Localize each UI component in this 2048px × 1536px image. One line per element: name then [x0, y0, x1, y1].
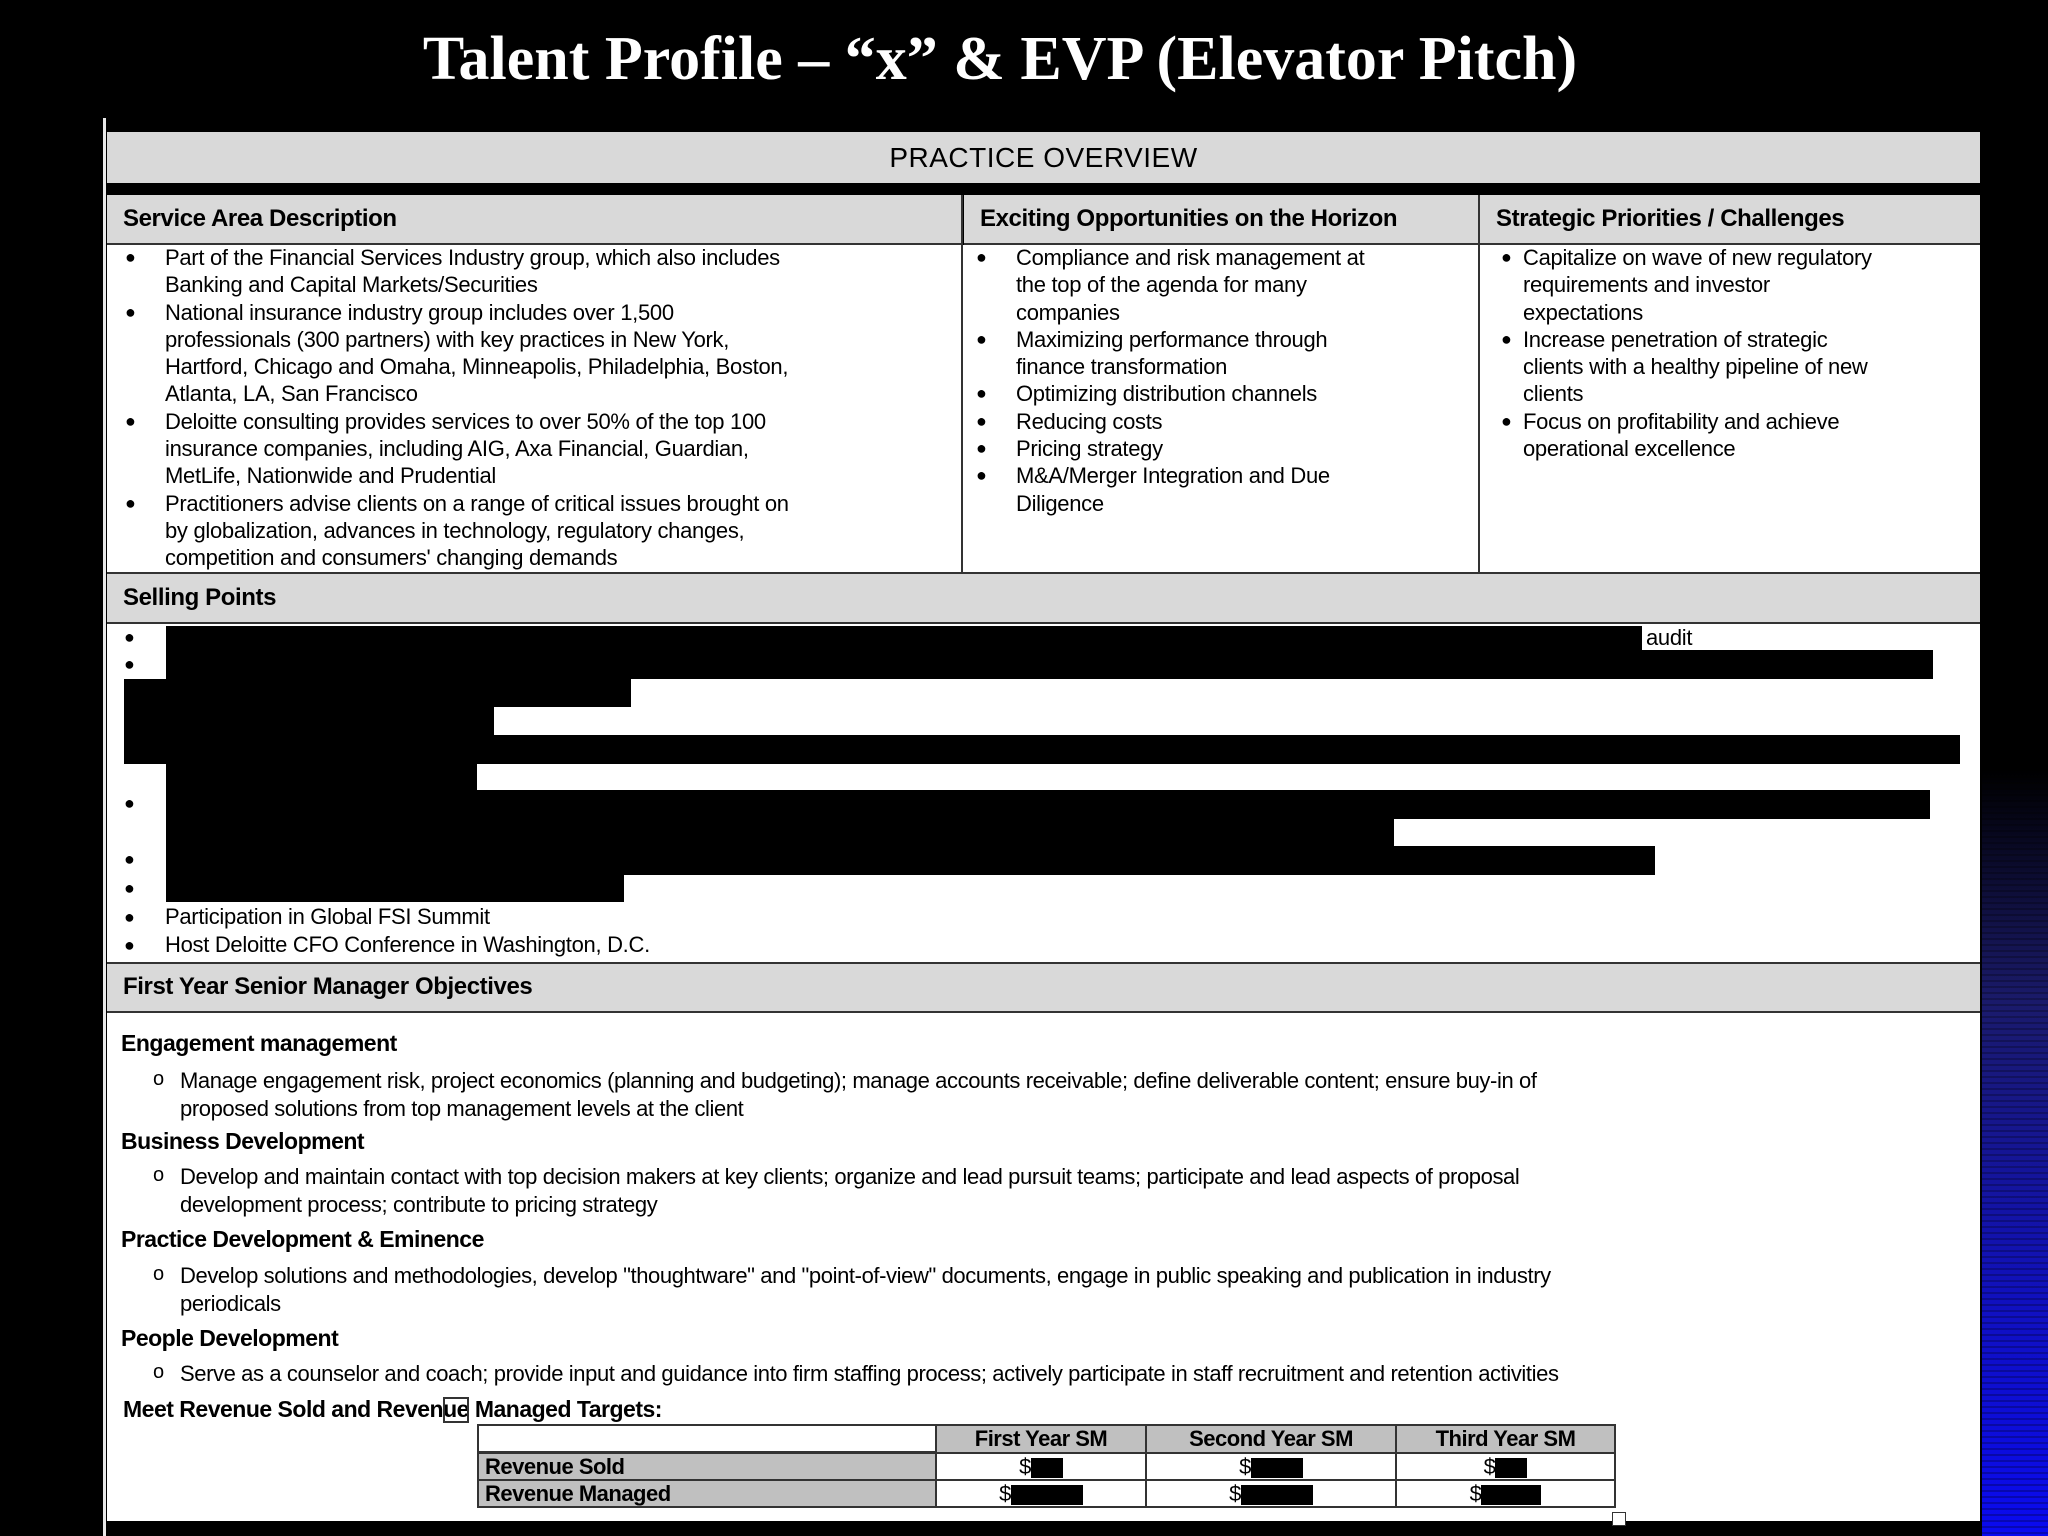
redaction-block — [1481, 1485, 1541, 1505]
service-area-list — [125, 244, 955, 572]
list-item: ● Pricing strategy — [976, 436, 1163, 462]
bullet-icon: ● — [1501, 410, 1512, 431]
objective-text: Serve as a counselor and coach; provide input and guidance into firm staffing process; actively participate in staff recruitment and retention activities — [180, 1361, 1559, 1386]
table-row — [478, 1453, 1615, 1481]
row-label: Revenue Sold — [478, 1453, 936, 1481]
objective-heading: Business Development — [121, 1128, 365, 1154]
bullet-icon: ● — [124, 907, 135, 927]
bullet-icon: ● — [125, 247, 136, 267]
priorities-list — [1501, 244, 1978, 462]
redaction-block — [1011, 1485, 1083, 1505]
objective-heading: People Development — [121, 1325, 339, 1351]
table-row — [478, 1480, 1615, 1507]
list-item: ● Practitioners advise clients on a range of critical issues brought on by globalization, advances in technology, regulatory changes, competition and consumers' changing demands — [125, 490, 789, 571]
resize-handle[interactable] — [1612, 1512, 1626, 1526]
list-item: ● Optimizing distribution channels — [976, 381, 1317, 407]
redaction-block — [124, 735, 1960, 764]
objective-text: Develop solutions and methodologies, develop "thoughtware" and "point-of-view" documents, engage in public speaking and publication in industry periodicals — [180, 1263, 1551, 1316]
bullet-icon: ● — [124, 793, 135, 813]
table-header-row — [478, 1425, 1615, 1453]
list-item: ● Deloitte consulting provides services to over 50% of the top 100 insurance companies, including AIG, Axa Financial, Guardian, MetLife, Nationwide and Prudential — [125, 408, 766, 489]
bullet-icon: ● — [124, 935, 135, 955]
selling-points-header: Selling Points — [107, 572, 1980, 624]
revenue-targets-table — [477, 1424, 1616, 1508]
circle-bullet-icon: o — [153, 1263, 165, 1285]
objectives-header: First Year Senior Manager Objectives — [107, 964, 1980, 1013]
column-divider — [961, 195, 963, 572]
list-item: ● M&A/Merger Integration and Due Diligence — [976, 463, 1330, 516]
bullet-icon: ● — [976, 247, 987, 267]
column-header: First Year SM — [936, 1425, 1146, 1453]
redaction-block — [1031, 1458, 1063, 1478]
list-item: ● Maximizing performance through finance transformation — [976, 326, 1328, 380]
redaction-block — [166, 790, 1930, 819]
redaction-block — [124, 679, 631, 707]
value-cell: $ — [936, 1480, 1146, 1507]
list-item: ● Reducing costs — [976, 408, 1163, 434]
redaction-block — [1495, 1458, 1527, 1478]
practice-overview-title: PRACTICE OVERVIEW — [889, 142, 1198, 173]
list-item: ● Host Deloitte CFO Conference in Washington, D.C. — [124, 932, 650, 957]
column-header-opportunities: Exciting Opportunities on the Horizon — [964, 195, 1478, 245]
bullet-icon: ● — [976, 438, 987, 459]
value-cell: $ — [1146, 1480, 1396, 1507]
redaction-block — [166, 875, 624, 902]
value-cell: $ — [1396, 1480, 1615, 1507]
circle-bullet-icon: o — [153, 1068, 165, 1090]
bullet-icon: ● — [1501, 247, 1512, 267]
list-item: ● Compliance and risk management at the top of the agenda for many companies — [976, 245, 1365, 325]
list-item: ● National insurance industry group includes over 1,500 professionals (300 partners) with key practices in New York, Hartford, Chicago and Omaha, Minneapolis, Philadelphia, Boston, Atlanta, LA, San Francisco — [125, 299, 789, 407]
bullet-icon: ● — [125, 301, 136, 322]
text-cursor-box — [443, 1397, 469, 1423]
bullet-icon: ● — [976, 328, 987, 349]
slide-title: Talent Profile – “x” & EVP (Elevator Pitch) — [422, 25, 1578, 93]
bullet-icon: ● — [976, 465, 987, 486]
redaction-block — [1251, 1458, 1303, 1478]
column-header-priorities: Strategic Priorities / Challenges — [1480, 195, 1980, 245]
objective-text: Develop and maintain contact with top decision makers at key clients; organize and lead pursuit teams; participate and lead aspects of proposal development process; contribute to pricing strategy — [180, 1164, 1520, 1217]
bullet-icon: ● — [124, 878, 135, 898]
decorative-blue-gradient — [1982, 770, 2048, 1536]
bullet-icon: ● — [124, 849, 135, 869]
objective-text: Manage engagement risk, project economics (planning and budgeting); manage accounts receivable; define deliverable content; ensure buy-in of proposed solutions from top management levels at the client — [180, 1068, 1537, 1121]
redaction-block — [166, 819, 1394, 846]
left-border-line — [103, 118, 106, 1536]
column-header-service-area: Service Area Description — [107, 195, 962, 245]
list-item: ● Part of the Financial Services Industry group, which also includes Banking and Capital Markets/Securities — [125, 245, 780, 298]
value-cell: $ — [936, 1453, 1146, 1481]
list-item: ● Focus on profitability and achieve operational excellence — [1501, 408, 1840, 462]
opportunities-list — [976, 244, 1476, 517]
empty-cell — [478, 1425, 936, 1453]
objective-heading: Practice Development & Eminence — [121, 1226, 484, 1252]
revenue-targets-heading: Meet Revenue Sold and Revenue Managed Targets: — [123, 1396, 662, 1422]
column-header: Third Year SM — [1396, 1425, 1615, 1453]
selling-point-fragment: audit — [1646, 625, 1693, 650]
list-item: ● Increase penetration of strategic clients with a healthy pipeline of new clients — [1501, 326, 1868, 407]
redaction-block — [124, 707, 494, 735]
list-item: ● Capitalize on wave of new regulatory requirements and investor expectations — [1501, 245, 1872, 325]
bullet-icon: ● — [1501, 328, 1512, 349]
circle-bullet-icon: o — [153, 1164, 165, 1186]
value-cell: $ — [1396, 1453, 1615, 1481]
column-header: Second Year SM — [1146, 1425, 1396, 1453]
row-label: Revenue Managed — [478, 1480, 936, 1507]
selling-points-list — [124, 903, 1865, 959]
bullet-icon: ● — [125, 492, 136, 513]
bullet-icon: ● — [125, 410, 136, 431]
bullet-icon: ● — [124, 627, 135, 647]
value-cell: $ — [1146, 1453, 1396, 1481]
redaction-block — [166, 626, 1642, 650]
practice-overview-header — [107, 132, 1980, 183]
list-item: ● Participation in Global FSI Summit — [124, 904, 490, 929]
bullet-icon: ● — [124, 654, 135, 674]
redaction-block — [166, 846, 1655, 875]
bullet-icon: ● — [976, 410, 987, 431]
redaction-block — [166, 650, 1933, 679]
redaction-block — [1241, 1485, 1313, 1505]
column-divider — [1478, 195, 1480, 572]
bullet-icon: ● — [976, 383, 987, 404]
redaction-block — [166, 764, 477, 790]
objective-heading: Engagement management — [121, 1030, 397, 1056]
circle-bullet-icon: o — [153, 1361, 165, 1383]
